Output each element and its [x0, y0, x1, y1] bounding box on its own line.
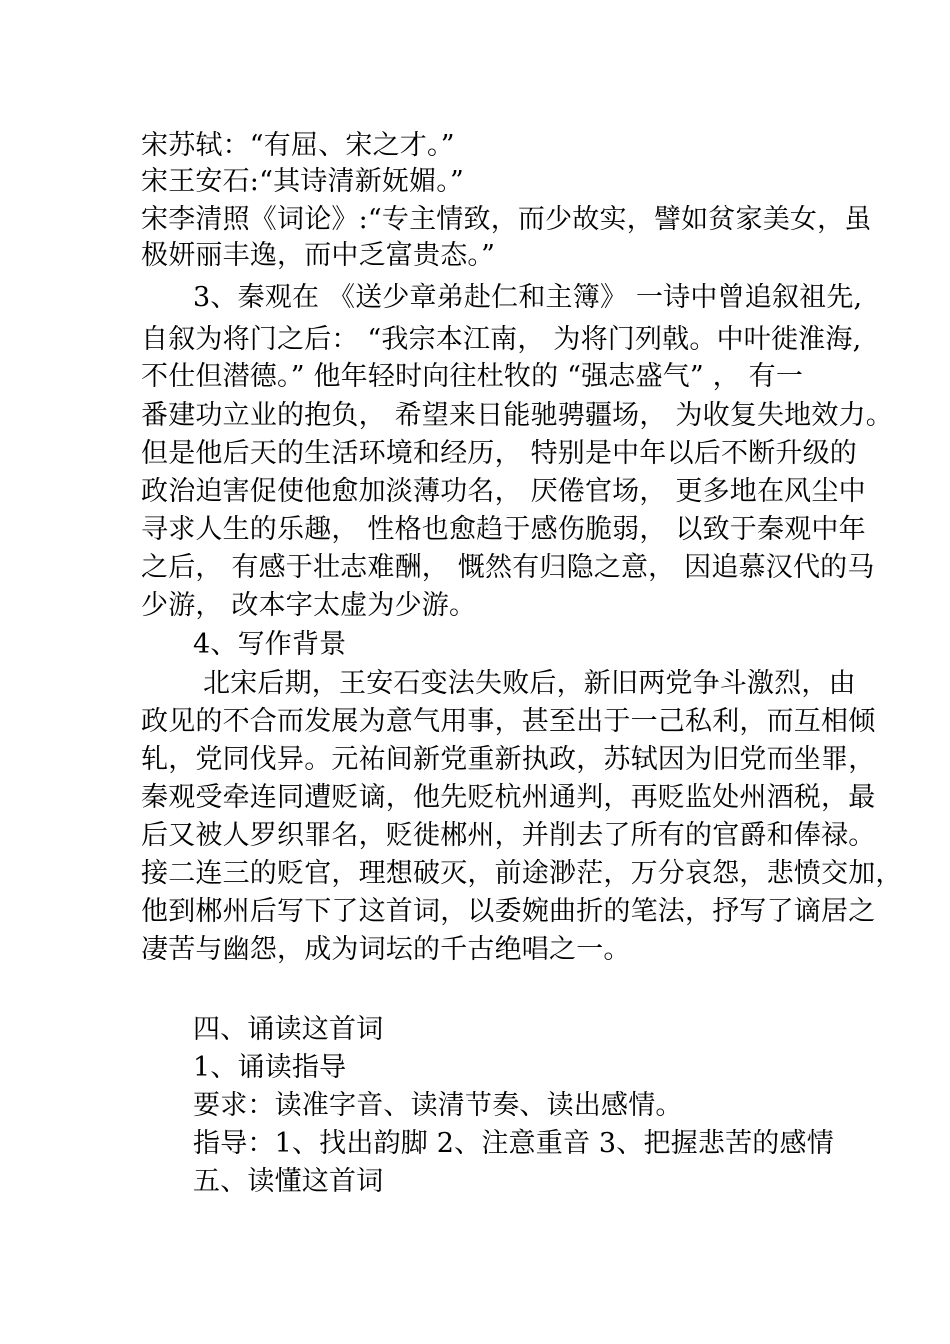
part4-subheading: 1、诵读指导: [193, 1052, 347, 1083]
part4-guide: 指导：1、找出韵脚 2、注意重音 3、把握悲苦的感情: [193, 1128, 834, 1159]
part4-requirement: 要求：读准字音、读清节奏、读出感情。: [193, 1090, 683, 1121]
section3-line: 寻求人生的乐趣， 性格也愈趋于感伤脆弱， 以致于秦观中年: [141, 514, 866, 545]
section3-line: 少游， 改本字太虚为少游。: [141, 590, 477, 621]
section3-line: 番建功立业的抱负， 希望来日能驰骋疆场， 为收复失地效力。: [141, 400, 893, 431]
section4-line: 政见的不合而发展为意气用事，甚至出于一己私利，而互相倾: [141, 706, 876, 737]
section4-line: 秦观受牵连同遭贬谪，他先贬杭州通判，再贬监处州酒税，最: [141, 782, 876, 813]
part4-heading: 四、诵读这首词: [193, 1014, 384, 1045]
section4-line: 轧，党同伐异。元祐间新党重新执政，苏轼因为旧党而坐罪，: [141, 744, 876, 775]
quote-li-qingzhao-cont: 极妍丽丰逸，而中乏富贵态。”: [141, 240, 496, 271]
section3-line: 不仕但潜德。” 他年轻时向往杜牧的 “强志盛气” ， 有一: [141, 361, 804, 392]
section4-line: 北宋后期，王安石变法失败后，新旧两党争斗激烈，由: [203, 668, 856, 699]
section3-line: 3、秦观在 《送少章弟赴仁和主簿》 一诗中曾追叙祖先,: [193, 282, 863, 313]
section4-line: 后又被人罗织罪名，贬徙郴州，并削去了所有的官爵和俸禄。: [141, 820, 876, 851]
section3-line: 政治迫害促使他愈加淡薄功名， 厌倦官场， 更多地在风尘中: [141, 476, 866, 507]
section4-line: 凄苦与幽怨，成为词坛的千古绝唱之一。: [141, 934, 631, 965]
quote-li-qingzhao: 宋李清照《词论》:“专主情致，而少故实，譬如贫家美女，虽: [141, 204, 872, 235]
part5-heading: 五、读懂这首词: [193, 1166, 384, 1197]
quote-wang-anshi: 宋王安石:“其诗清新妩媚。”: [141, 166, 465, 197]
section3-line: 之后， 有感于壮志难酬， 慨然有归隐之意， 因追慕汉代的马: [141, 552, 875, 583]
quote-su-shi: 宋苏轼：“有屈、宋之才。”: [141, 130, 455, 161]
section3-line: 但是他后天的生活环境和经历， 特别是中年以后不断升级的: [141, 438, 857, 469]
section3-line: 自叙为将门之后： “我宗本江南， 为将门列戟。中叶徙淮海,: [141, 324, 862, 355]
section4-heading: 4、写作背景: [193, 629, 347, 660]
section4-line: 接二连三的贬官，理想破灭，前途渺茫，万分哀怨，悲愤交加，: [141, 858, 903, 889]
section4-line: 他到郴州后写下了这首词，以委婉曲折的笔法，抒写了谪居之: [141, 896, 876, 927]
